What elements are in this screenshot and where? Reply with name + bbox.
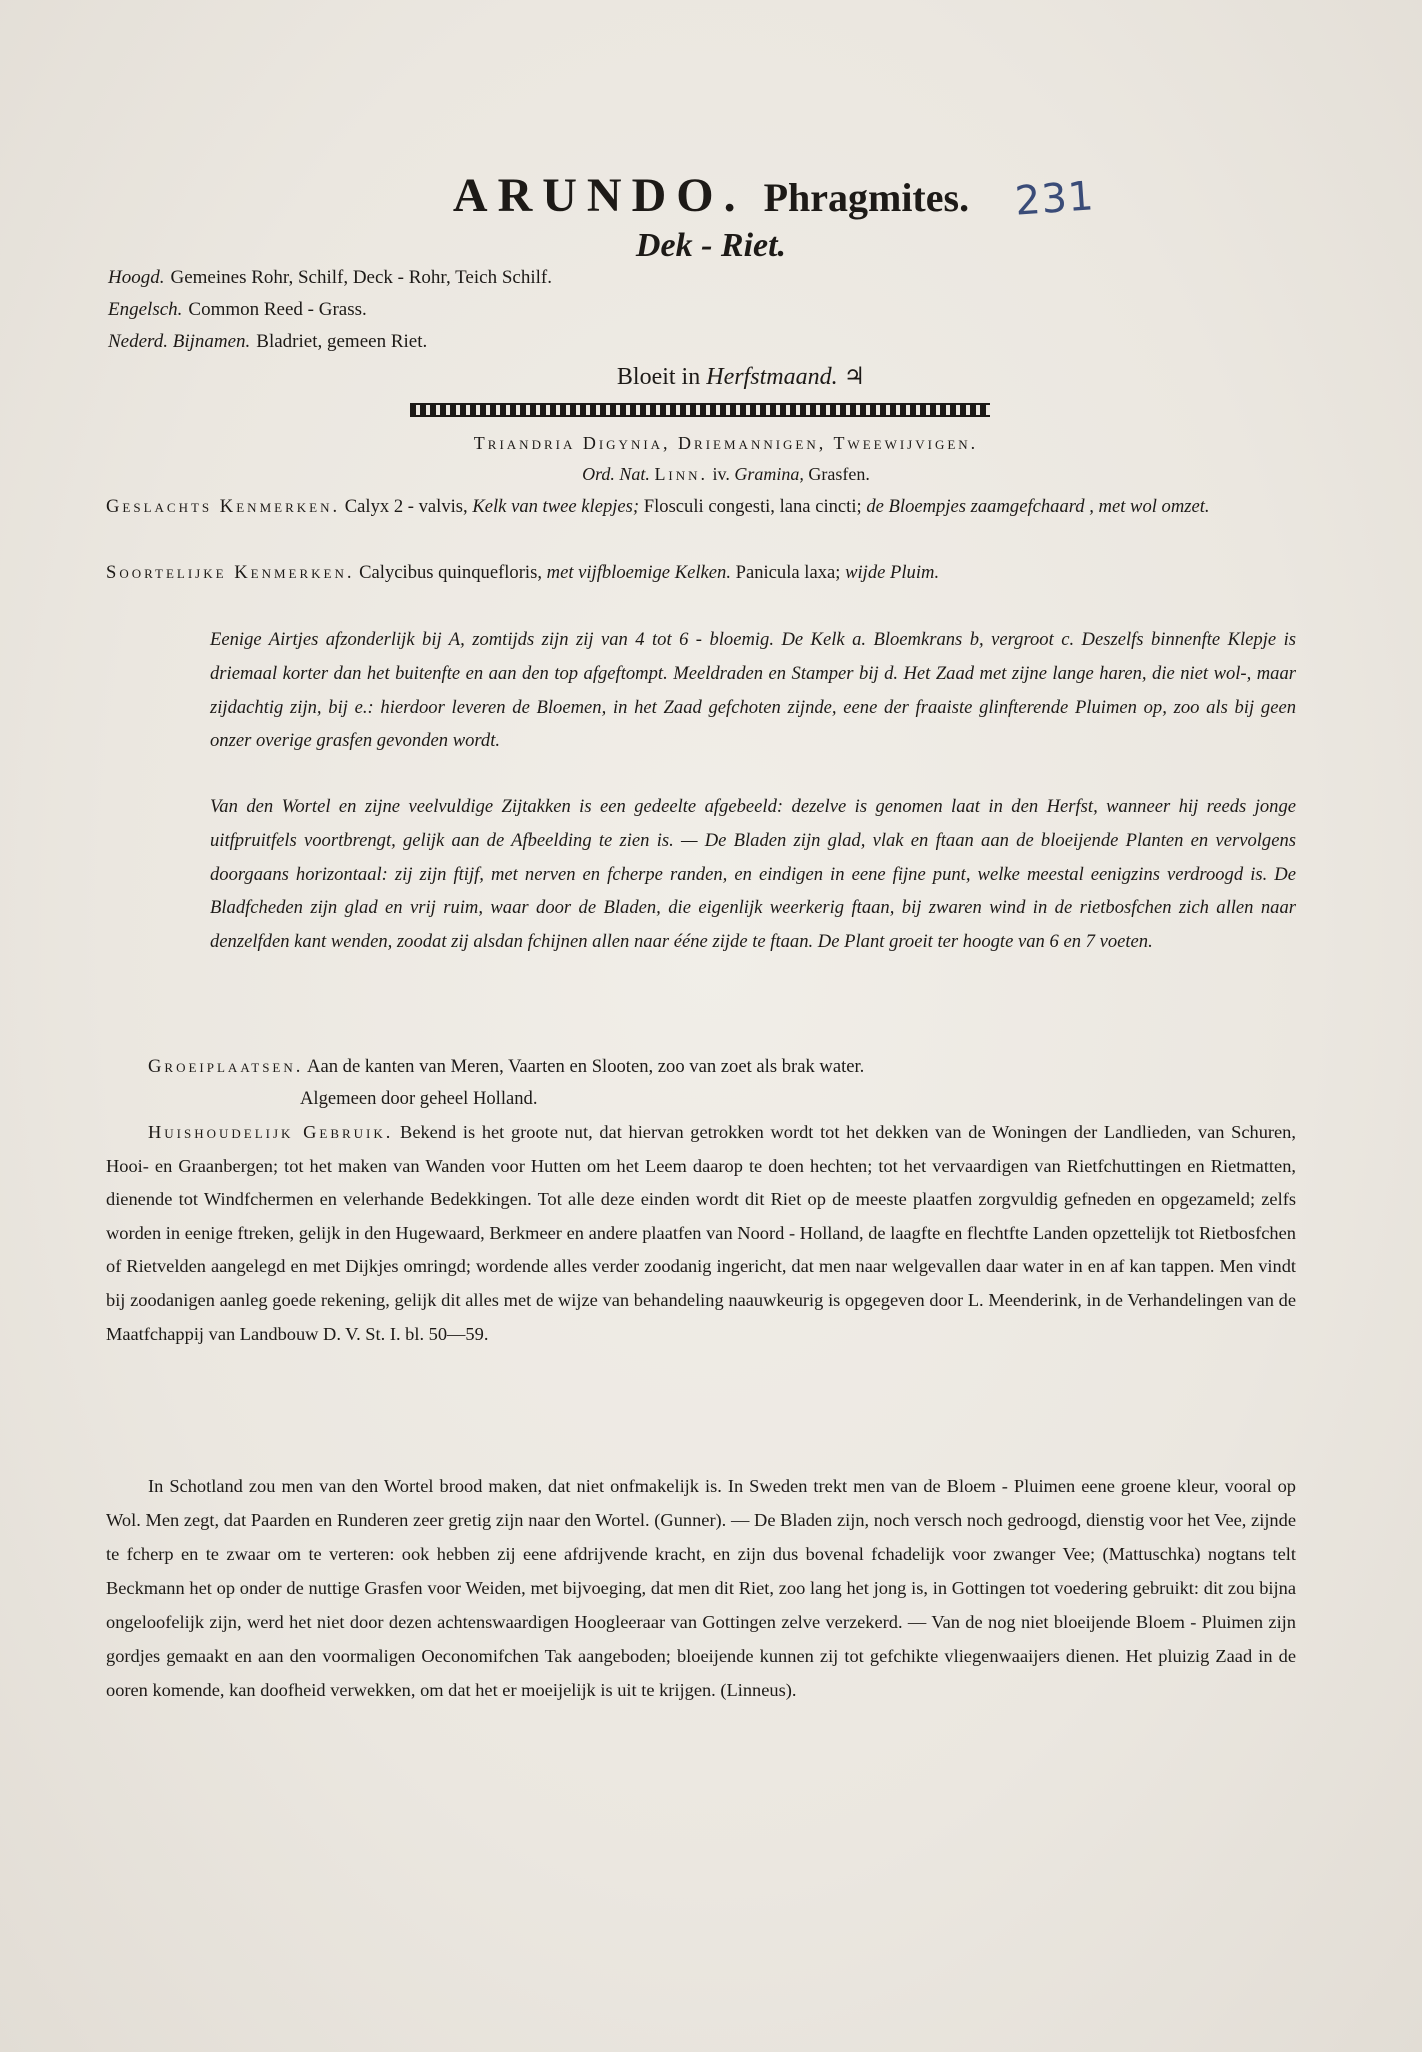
- title-species: Phragmites.: [763, 175, 970, 220]
- handwritten-page-number: 231: [1013, 173, 1096, 225]
- habitat-section: [106, 1050, 1296, 1083]
- latin-text: Calyx 2 - valvis,: [344, 496, 468, 517]
- household-use-section: [106, 1116, 1296, 1351]
- perennial-symbol-icon: ♃: [843, 364, 866, 390]
- natural-order: [0, 459, 1422, 489]
- household-use-text: Bekend is het groote nut, dat hiervan getrokken wordt tot het dekken van de Woningen der Landlieden, van Schuren, Hooi- en Graanbergen; tot het maken van Wanden voor Hutten om het Leem daarop te doen hechten; tot het vervaardigen van Rietfchuttingen en Rietmatten, dienende tot Windfchermen en velerhande Bedekkingen. Tot alle deze einden wordt dit Riet op de meeste plaatfen zorgvuldig gefneden en opgezameld; zelfs worden in eenige ftreken, gelijk in den Hugewaard, Berkmeer en andere plaatfen van Noord - Holland, de laagfte en flechtfte Landen opzettelijk tot Rietbosfchen of Rietvelden aangelegd en met Dijkjes omringd; wordende alles verder zoodanig ingericht, dat men naar welgevallen daar water in en af kan tappen. Men vindt bij zoodanigen aanleg goede rekening, gelijk dit alles met de wijze van behandeling naauwkeurig is opgegeven door L. Meenderink, in de Verhandelingen van de Maatfchappij van Landbouw D. V. St. I. bl. 50—59.: [106, 1122, 1296, 1344]
- ord-gramina: Gramina,: [734, 464, 804, 484]
- page-subtitle: Dek - Riet.: [635, 227, 787, 264]
- section-heading: Soortelijke Kenmerken.: [106, 562, 355, 583]
- section-heading: Groeiplaatsen.: [148, 1056, 304, 1077]
- name-text: Common Reed - Grass.: [188, 299, 367, 320]
- name-row: [108, 262, 1308, 294]
- section-heading: Huishoudelijk Gebruik.: [148, 1122, 394, 1142]
- latin-text: Flosculi congesti, lana cincti;: [643, 496, 862, 517]
- species-characters: [106, 556, 1296, 589]
- habitat-text: Aan de kanten van Meren, Vaarten en Slooten, zoo van zoet als brak water.: [307, 1056, 865, 1077]
- name-row: [108, 294, 1308, 326]
- latin-text: Panicula laxa;: [735, 562, 841, 583]
- ord-number: iv.: [712, 464, 730, 484]
- ornamental-rule: [410, 403, 990, 417]
- dutch-text: met vijfbloemige Kelken.: [546, 562, 731, 583]
- name-label: Nederd. Bijnamen.: [108, 331, 251, 352]
- ord-label: Ord. Nat.: [582, 464, 650, 484]
- page-header: [0, 170, 1422, 266]
- ord-grassen: Grasfen.: [808, 464, 870, 484]
- description-text: Eenige Airtjes afzonderlijk bij A, zomtijds zijn zij van 4 tot 6 - bloemig. De Kelk a. Bloemkrans b, vergroot c. Deszelfs binnenfte Klepje is driemaal korter dan het buitenfte en aan den top afgeftompt. Meeldraden en Stamper bij d. Het Zaad met zijne lange haren, die niet wol-, maar zijdachtig zijn, bij e.: hierdoor leveren de Bloemen, in het Zaad gefchoten zijnde, eene der fraaiste glinfterende Pluimen op, zoo als bij geen onzer overige grasfen gevonden wordt.: [210, 629, 1296, 752]
- name-row: [108, 326, 1308, 358]
- dutch-text: wijde Pluim.: [845, 562, 940, 583]
- description-text: Van den Wortel en zijne veelvuldige Zijtakken is een gedeelte afgebeeld: dezelve is genomen laat in den Herfst, wanneer hij reeds jonge uitfpruitfels voortbrengt, gelijk aan de Afbeelding te zien is. — De Bladen zijn glad, vlak en ftaan aan de bloeijende Planten en vervolgens doorgaans horizontaal: zij zijn ftijf, met nerven en fcherpe randen, en eindigen in eene fijne punt, welke meestal eenigzins verdroogd is. De Bladfcheden zijn glad en vrij ruim, waar door de Bladen, die eigenlijk weerkerig ftaan, bij zwaren wind in de rietbosfchen zich allen naar denzelfden kant wenden, zoodat zij alsdan fchijnen allen naar ééne zijde te ftaan. De Plant groeit ter hoogte van 6 en 7 voeten.: [210, 796, 1296, 953]
- name-text: Gemeines Rohr, Schilf, Deck - Rohr, Teich Schilf.: [170, 267, 552, 288]
- title-genus: ARUNDO.: [452, 169, 746, 222]
- bloom-prefix: Bloeit in: [616, 364, 701, 390]
- vernacular-names: [108, 262, 1308, 358]
- description-paragraph-1: [210, 623, 1296, 758]
- bloom-month: Herfstmaand.: [706, 364, 838, 390]
- ord-linn: Linn.: [654, 464, 709, 484]
- dutch-text: de Bloempjes zaamgefchaard , met wol omzet.: [866, 496, 1210, 517]
- section-heading: Geslachts Kenmerken.: [106, 496, 341, 517]
- further-uses-paragraph: [106, 1469, 1296, 1707]
- further-uses-text: In Schotland zou men van den Wortel brood maken, dat niet onfmakelijk is. In Sweden trekt men van de Bloem - Pluimen eene groene kleur, vooral op Wol. Men zegt, dat Paarden en Runderen zeer gretig zijn naar den Wortel. (Gunner). — De Bladen zijn, noch versch noch gedroogd, dienstig voor het Vee, zijnde te fcherp en te zwaar om te verteren: ook hebben zij eene afdrijvende kracht, en zijn dus bovenal fchadelijk voor zwanger Vee; (Mattuschka) nogtans telt Beckmann het op onder de nuttige Grasfen voor Weiden, met bijvoeging, dat men dit Riet, zoo lang het jong is, in Gottingen tot voedering gebruikt: dit zou bijna ongeloofelijk zijn, werd het niet door dezen achtenswaardigen Hoogleeraar van Gottingen zelve verzekerd. — Van de nog niet bloeijende Bloem - Pluimen zijn gordjes gemaakt en aan den voormaligen Oeconomifchen Tak aangeboden; bloeijende kunnen zij tot gefchikte vliegenwaaijers dienen. Het pluizig Zaad in de ooren komende, kan doofheid verwekken, om dat het er moeijelijk is uit te krijgen. (Linneus).: [106, 1476, 1296, 1700]
- linnaean-classification: Triandria Digynia, Driemannigen, Tweewijvigen.: [473, 433, 979, 453]
- page-title: [0, 170, 1422, 224]
- name-text: Bladriet, gemeen Riet.: [256, 331, 428, 352]
- description-paragraph-2: [210, 790, 1296, 959]
- bloom-line: [0, 362, 1422, 392]
- genus-characters: [106, 490, 1296, 523]
- habitat-text-2: Algemeen door geheel Holland.: [300, 1088, 538, 1109]
- name-label: Hoogd.: [108, 267, 165, 288]
- latin-text: Calycibus quinquefloris,: [359, 562, 542, 583]
- dutch-text: Kelk van twee klepjes;: [472, 496, 640, 517]
- name-label: Engelsch.: [108, 299, 183, 320]
- habitat-continuation: [300, 1083, 1200, 1115]
